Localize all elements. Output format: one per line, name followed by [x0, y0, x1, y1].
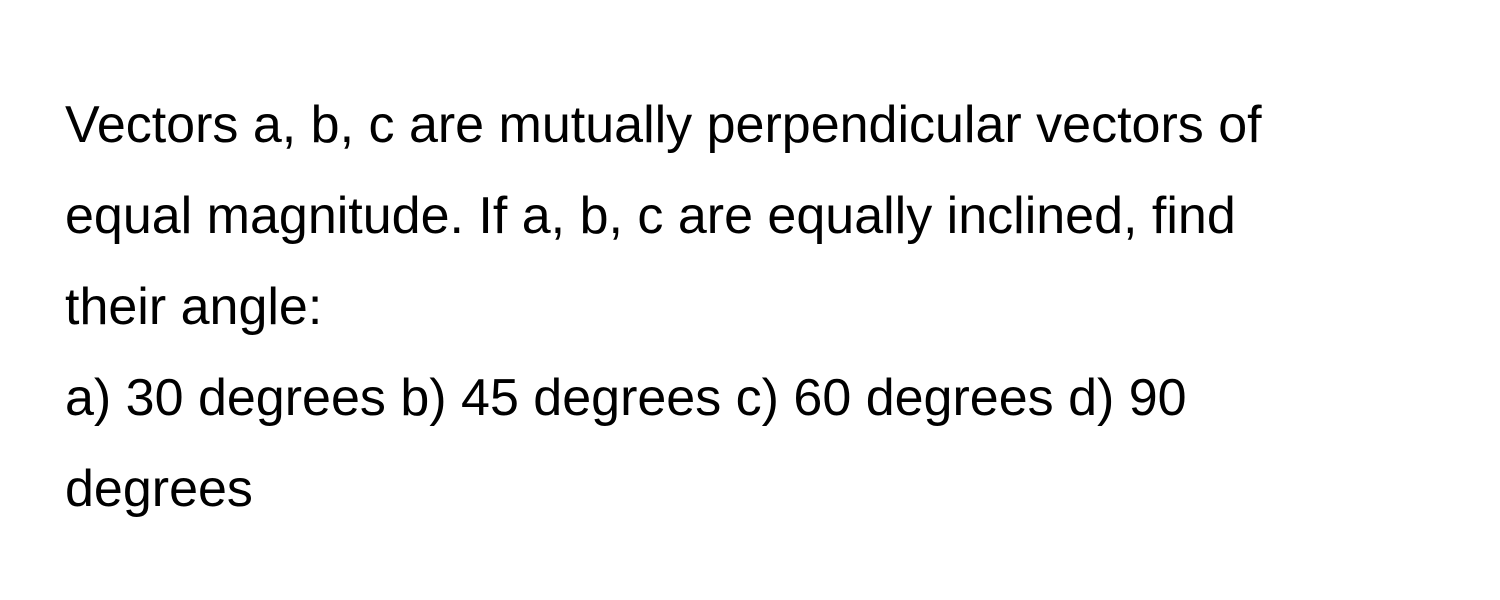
answer-options-line-2: degrees [65, 460, 253, 518]
question-text-line-1: Vectors a, b, c are mutually perpendicular vectors of [65, 96, 1262, 154]
question-text-line-2: equal magnitude. If a, b, c are equally inclined, find [65, 187, 1236, 245]
answer-options-line-1: a) 30 degrees b) 45 degrees c) 60 degrees d) 90 [65, 369, 1187, 427]
question-text-line-3: their angle: [65, 278, 323, 336]
question-block [65, 80, 1465, 535]
